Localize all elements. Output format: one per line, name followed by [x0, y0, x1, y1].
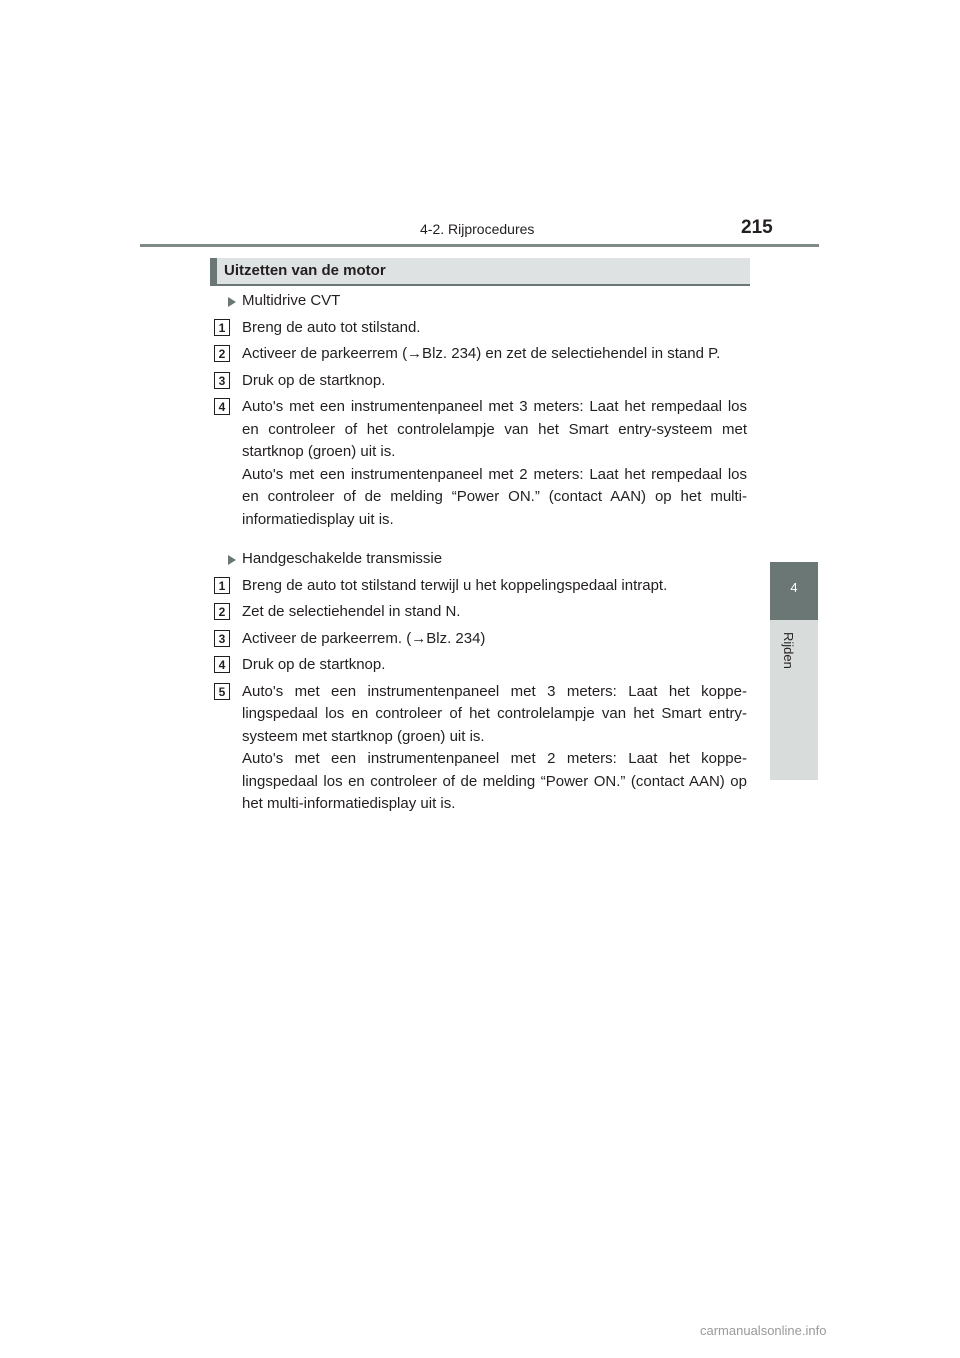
group-spacer	[214, 535, 747, 544]
step-item	[214, 343, 747, 366]
step-item	[214, 601, 747, 624]
step-text: Auto's met een instrumentenpaneel met 3 meters: Laat het koppelingspedaal los en controleer of het controlelampje van het Smart entry-systeem met startknop (groen) uit is.	[242, 682, 747, 745]
step-number-badge: 2	[214, 603, 230, 620]
step-number-badge: 1	[214, 577, 230, 594]
watermark: carmanualsonline.info	[700, 1323, 827, 1338]
step-text: Activeer de parkeerrem (→Blz. 234) en zet de selectiehendel in stand P.	[242, 345, 721, 362]
step-text: Druk op de startknop.	[242, 656, 386, 673]
step-number-badge: 3	[214, 630, 230, 647]
group-heading-manual	[214, 548, 747, 571]
group-heading-label: Handgeschakelde transmissie	[242, 550, 443, 567]
step-text: Activeer de parkeerrem. (→Blz. 234)	[242, 629, 486, 647]
step-text-alt: Auto's met een instrumentenpaneel met 2 meters: Laat het koppelingspedaal los en controleer of de melding “Power ON.” (contact AAN) op het multi-informatiedisplay uit is.	[242, 750, 747, 812]
step-item	[214, 317, 747, 340]
page-number: 215	[741, 217, 773, 238]
step-item	[214, 575, 747, 598]
chapter-number: 4	[790, 580, 798, 595]
step-text: Breng de auto tot stilstand terwijl u het koppelingspedaal intrapt.	[242, 576, 668, 594]
header-divider	[140, 244, 819, 247]
step-item	[214, 370, 747, 393]
instructions-content	[214, 286, 747, 820]
group-heading-cvt	[214, 290, 747, 313]
group-heading-label: Multidrive CVT	[242, 292, 341, 309]
step-item	[214, 681, 747, 816]
step-item	[214, 628, 747, 651]
section-header-bar	[210, 258, 750, 286]
section-title: Uitzetten van de motor	[224, 262, 386, 279]
header-section-title: 4-2. Rijprocedures	[420, 221, 535, 237]
step-item	[214, 396, 747, 531]
step-number-badge: 4	[214, 398, 230, 415]
step-text: Druk op de startknop.	[242, 371, 386, 389]
step-number-badge: 1	[214, 319, 230, 336]
step-number-badge: 2	[214, 345, 230, 362]
chapter-label: Rijden	[781, 632, 796, 669]
triangle-bullet-icon	[228, 297, 236, 307]
step-text: Auto's met een instrumentenpaneel met 3 meters: Laat het rempedaal los en controleer of het controlelampje van het Smart entry-systeem met startknop (groen) uit is.	[242, 398, 747, 460]
step-number-badge: 5	[214, 683, 230, 700]
step-number-badge: 3	[214, 372, 230, 389]
chapter-tab	[770, 562, 818, 620]
triangle-bullet-icon	[228, 555, 236, 565]
step-text: Zet de selectiehendel in stand N.	[242, 603, 461, 620]
step-text: Breng de auto tot stilstand.	[242, 318, 421, 336]
step-text-alt: Auto's met een instrumentenpaneel met 2 meters: Laat het rempedaal los en controleer of de melding “Power ON.” (contact AAN) op het multi-informatiedisplay uit is.	[242, 465, 747, 528]
step-number-badge: 4	[214, 656, 230, 673]
step-item	[214, 654, 747, 677]
